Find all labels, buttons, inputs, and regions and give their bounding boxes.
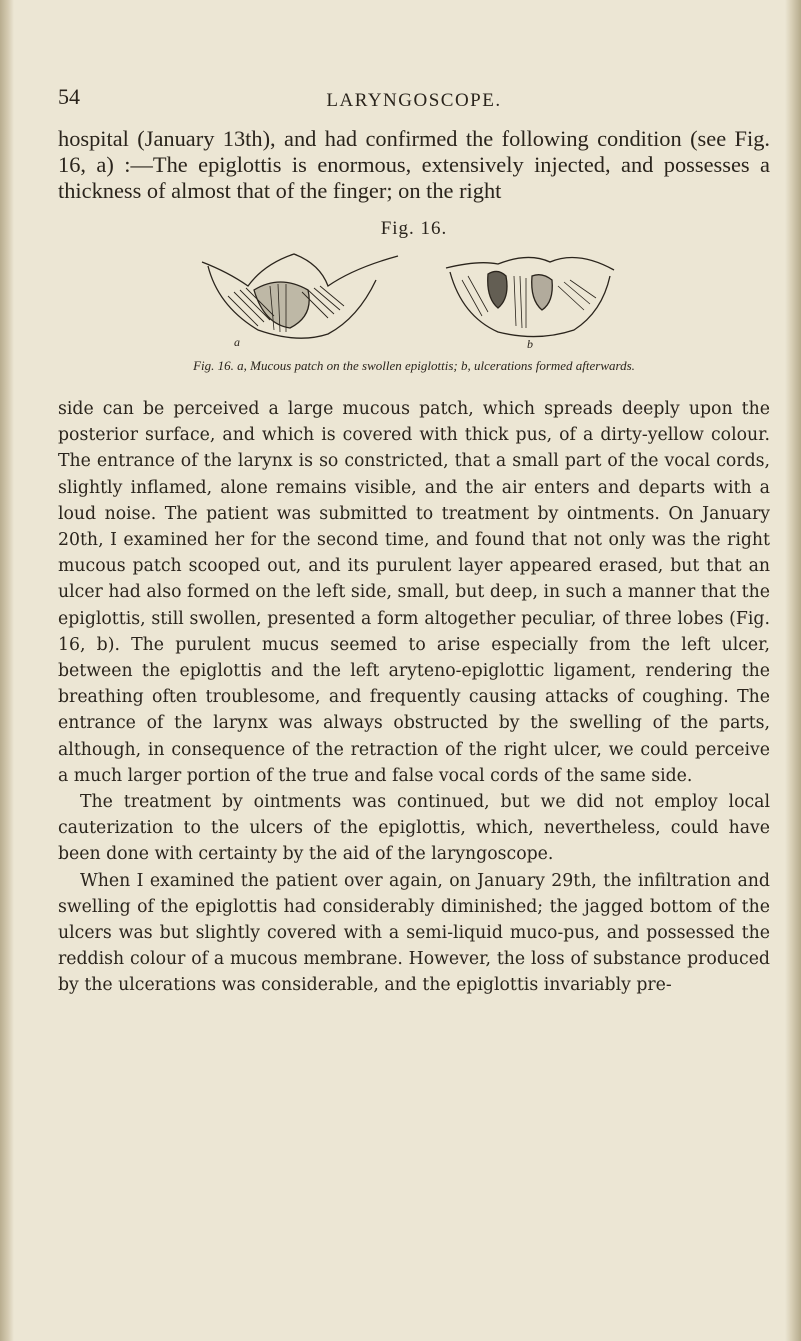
- page-edge-right: [785, 0, 801, 1341]
- page-header: [58, 82, 770, 122]
- figure-mark-b: b: [527, 337, 533, 351]
- paragraph: side can be perceived a large mucous patch, which spreads deeply upon the posterior surface, and which is covered with thick pus, of a dirty-yellow colour. The entrance of the larynx is so constricted, that a small part of the vocal cords, slightly inflamed, alone remains visible, and the air enters and departs with a loud noise. The patient was submitted to treatment by ointments. On January 20th, I examined her for the second time, and found that not only was the right mucous patch scooped out, and its purulent layer appeared erased, but that an ulcer had also formed on the left side, small, but deep, in such a manner that the epiglottis, still swollen, presented a form altogether peculiar, of three lobes (Fig. 16, b). The purulent mucus seemed to arise especially from the left ulcer, between the epiglottis and the left aryteno-epiglottic ligament, rendering the breathing often troublesome, and frequently causing attacks of coughing. The entrance of the larynx was always obstructed by the swelling of the parts, although, in consequence of the retraction of the right ulcer, we could perceive a much larger portion of the true and false vocal cords of the same side.: [58, 399, 770, 786]
- figure-16b-drawing: [446, 257, 614, 336]
- figure-16a-drawing: [202, 254, 398, 338]
- figure-label: Fig. 16.: [380, 218, 448, 239]
- page-edge-left: [0, 0, 14, 1341]
- book-page: [58, 82, 770, 999]
- figure-caption: Fig. 16. a, Mucous patch on the swollen epiglottis; b, ulcerations formed afterwards.: [193, 358, 635, 373]
- intro-paragraph: hospital (January 13th), and had confirmed the following condition (see Fig. 16, a) :—The epiglottis is enormous, extensively injected, and possesses a thickness of almost that of the finger; on the right: [58, 126, 770, 203]
- body-text: [58, 396, 770, 999]
- running-head: LARYNGOSCOPE.: [326, 90, 502, 111]
- paragraph: When I examined the patient over again, on January 29th, the infiltration and swelling of the epiglottis had considerably diminished; the jagged bottom of the ulcers was but slightly covered with a semi-liquid muco-pus, and possessed the reddish colour of a mucous membrane. However, the loss of substance produced by the ulcerations was considerable, and the epiglottis invariably pre-: [58, 870, 770, 996]
- paragraph: The treatment by ointments was continued, but we did not employ local cauterization to the ulcers of the epiglottis, which, nevertheless, could have been done with certainty by the aid of the laryngoscope.: [58, 792, 770, 865]
- figure-mark-a: a: [234, 335, 240, 349]
- epiglottis-illustration: [58, 246, 770, 352]
- page-number: 54: [58, 84, 80, 109]
- figure-illustration: [58, 246, 770, 352]
